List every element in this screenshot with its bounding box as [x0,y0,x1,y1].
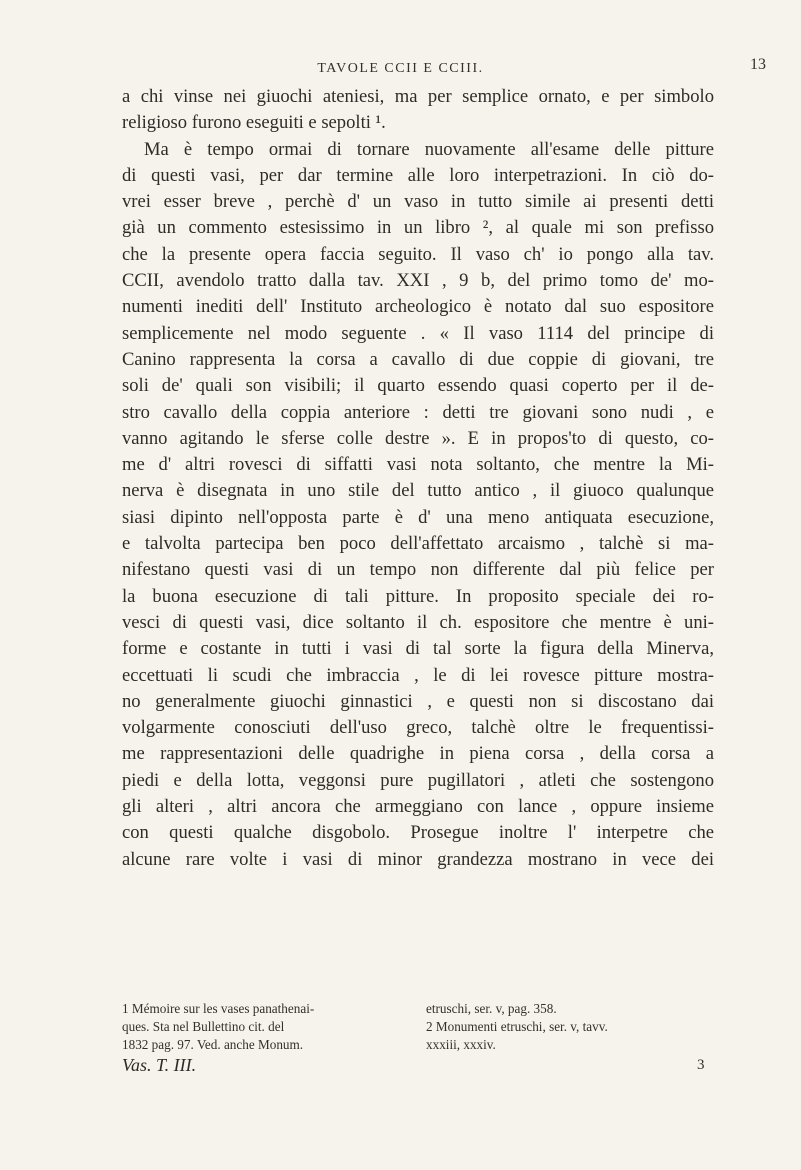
running-title: TAVOLE CCII E CCIII. [317,61,484,76]
text-line: con questi qualche disgobolo. Prosegue inoltre l' interpetre che [122,822,714,844]
text-line: alcune rare volte i vasi di minor grandezza mostrano in vece dei [122,848,714,870]
text-line: eccettuati li scudi che imbraccia , le di lei rovesce pitture mostra- [122,664,714,686]
signature-mark: Vas. T. III. [122,1055,197,1075]
text-line: nifestano questi vasi di un tempo non differente dal più felice per [122,559,714,581]
page-number: 13 [750,56,766,73]
text-line: siasi dipinto nell'opposta parte è d' una meno antiquata esecuzione, [122,506,714,528]
footnote-line: ques. Sta nel Bullettino cit. del [122,1019,285,1034]
text-line: forme e costante in tutti i vasi di tal sorte la figura della Minerva, [122,638,714,660]
footnote-line: 2 Monumenti etruschi, ser. v, tavv. [426,1019,608,1034]
body-text [122,84,714,873]
text-line: volgarmente conosciuti dell'uso greco, talchè oltre le frequentissi- [122,717,714,739]
text-line: e talvolta partecipa ben poco dell'affettato arcaismo , talchè si ma- [122,533,714,555]
text-line: nerva è disegnata in uno stile del tutto antico , il giuoco qualunque [122,480,714,502]
text-line: no generalmente giuochi ginnastici , e questi non si discostano dai [122,690,714,712]
text-line: Canino rappresenta la corsa a cavallo di due coppie di giovani, tre [122,348,714,370]
text-line: religioso furono eseguiti e sepolti ¹. [122,112,386,134]
footnotes-left-column [122,1000,407,1054]
text-line: Ma è tempo ormai di tornare nuovamente all'esame delle pitture [144,138,714,160]
text-line: CCII, avendolo tratto dalla tav. XXI , 9 b, del primo tomo de' mo- [122,270,714,292]
text-line: vanno agitando le sferse colle destre ». E in propos'to di questo, co- [122,427,714,449]
footnote-line: 1 Mémoire sur les vases panathenai- [122,1001,315,1016]
footnote-line: xxxiii, xxxiv. [426,1037,496,1052]
footnote-line: 1832 pag. 97. Ved. anche Monum. [122,1037,304,1052]
text-line: vesci di questi vasi, dice soltanto il ch. espositore che mentre è uni- [122,611,714,633]
text-line: stro cavallo della coppia anteriore : detti tre giovani sono nudi , e [122,401,714,423]
text-line: me rappresentazioni delle quadrighe in piena corsa , della corsa a [122,743,714,765]
text-line: la buona esecuzione di tali pitture. In proposito speciale dei ro- [122,585,714,607]
signature-number: 3 [697,1057,705,1073]
text-line: vrei esser breve , perchè d' un vaso in tutto simile ai presenti detti [122,191,714,213]
footnote-line: etruschi, ser. v, pag. 358. [426,1001,557,1016]
text-line: gli alteri , altri ancora che armeggiano con lance , oppure insieme [122,796,714,818]
footnotes-right-column [426,1000,711,1054]
text-line: già un commento estesissimo in un libro ², al quale mi son prefisso [122,217,714,239]
text-line: a chi vinse nei giuochi ateniesi, ma per semplice ornato, e per simbolo [122,86,714,107]
text-line: piedi e della lotta, veggonsi pure pugillatori , atleti che sostengono [122,769,714,791]
text-line: numenti inediti dell' Instituto archeologico è notato dal suo espositore [122,296,714,318]
text-line: che la presente opera faccia seguito. Il vaso ch' io pongo alla tav. [122,243,714,265]
text-line: di questi vasi, per dar termine alle loro interpetrazioni. In ciò do- [122,164,714,186]
text-line: me d' altri rovesci di siffatti vasi nota soltanto, che mentre la Mi- [122,454,714,476]
text-line: soli de' quali son visibili; il quarto essendo quasi coperto per il de- [122,375,714,397]
text-line: semplicemente nel modo seguente . « Il vaso 1114 del principe di [122,322,714,344]
